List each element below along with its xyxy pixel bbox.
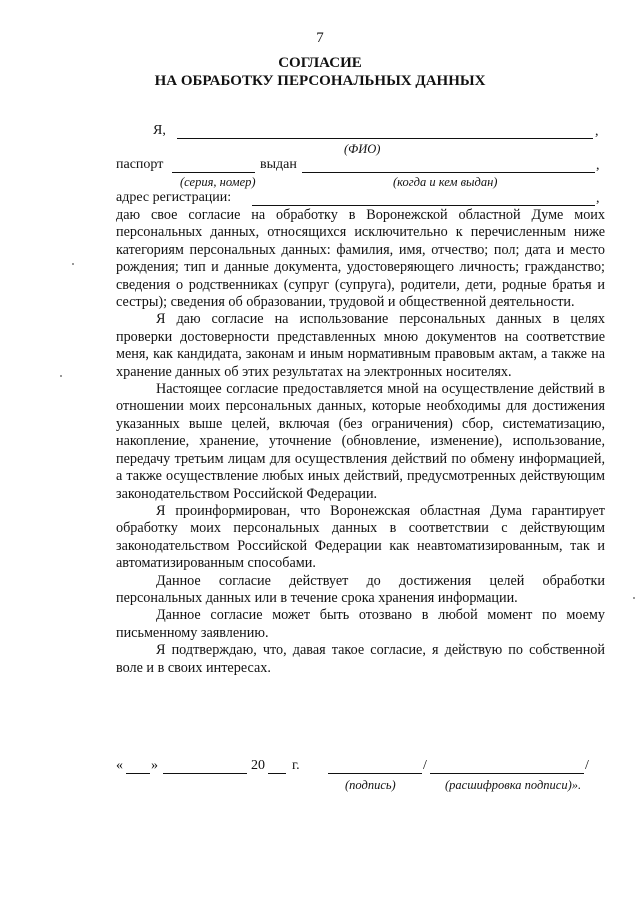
paragraph-consent-scope: даю свое согласие на обработку в Воронежской областной Думе моих персональных данных, относящихся исключительно к перечисленным ниже категориям персональных данных: фамилия, имя, отчество; пол; дата и место рождения; тип и данные документа, удостоверяющего личность; гражданство; сведения о родственниках (супруг (супруга), родители, дети, родные братья и сестры); сведения об образовании, трудовой и общественной деятельности. [116,207,605,311]
issued-by-field[interactable] [302,172,595,173]
paragraph-validity: Данное согласие действует до достижения целей обработки персональных данных или в течение срока хранения информации. [116,572,605,606]
signature-field[interactable] [328,773,422,774]
address-comma: , [596,191,600,206]
date-month-field[interactable] [163,773,247,774]
issued-label: выдан [260,157,297,172]
passport-number-field[interactable] [172,172,255,173]
date-open-quote: « [116,758,123,773]
consent-body [116,207,605,677]
signature-decoding-field[interactable] [430,773,584,774]
scan-speck [72,263,74,265]
document-title: СОГЛАСИЕ [278,55,362,71]
decoding-slash: / [585,758,589,773]
paragraph-actions: Настоящее согласие предоставляется мной на осуществление действий в отношении моих персональных данных, которые необходимы для достижения указанных выше целей, включая (без ограничения) сбор, систематизацию, накопление, хранение, уточнение (обновление, изменение), использование, передачу третьим лицам для осуществления действий по обмену информацией, а также осуществление любых иных действий, предусмотренных действующим законодательством Российской Федерации. [116,381,605,502]
year-suffix: г. [292,758,300,773]
date-close-quote: » [151,758,158,773]
issued-caption: (когда и кем выдан) [393,175,498,189]
decoding-caption: (расшифровка подписи)». [445,778,582,792]
fio-caption: (ФИО) [344,142,381,156]
page-number: 7 [316,30,324,46]
issued-comma: , [596,158,600,173]
paragraph-usage: Я даю согласие на использование персональных данных в целях проверки достоверности представленных мною документов на соответствие меня, как кандидата, законам и иным нормативным правовым актам, а также на хранение данных об этих результатах на электронных носителях. [116,311,605,380]
fio-comma: , [595,124,599,139]
signature-caption: (подпись) [345,778,396,792]
paragraph-revocation: Данное согласие может быть отозвано в любой момент по моему письменному заявлению. [116,607,605,641]
paragraph-guarantee: Я проинформирован, что Воронежская областная Дума гарантирует обработку моих персональных данных в соответствии с действующим законодательством Российской Федерации как неавтоматизированным, так и автоматизированным способами. [116,502,605,572]
scan-speck [60,375,62,377]
fio-field[interactable] [177,138,593,139]
date-year-field[interactable] [268,773,286,774]
paragraph-confirmation: Я подтверждаю, что, давая такое согласие, я действую по собственной воле и в своих интересах. [116,642,605,676]
document-subtitle: НА ОБРАБОТКУ ПЕРСОНАЛЬНЫХ ДАННЫХ [154,73,486,89]
address-field[interactable] [252,205,595,206]
passport-caption: (серия, номер) [180,175,256,189]
address-label: адрес регистрации: [116,190,232,205]
fio-prefix: Я, [153,123,166,138]
date-day-field[interactable] [126,773,150,774]
passport-label: паспорт [116,157,164,172]
scan-speck [633,597,635,599]
year-prefix: 20 [251,758,265,773]
signature-slash: / [423,758,427,773]
